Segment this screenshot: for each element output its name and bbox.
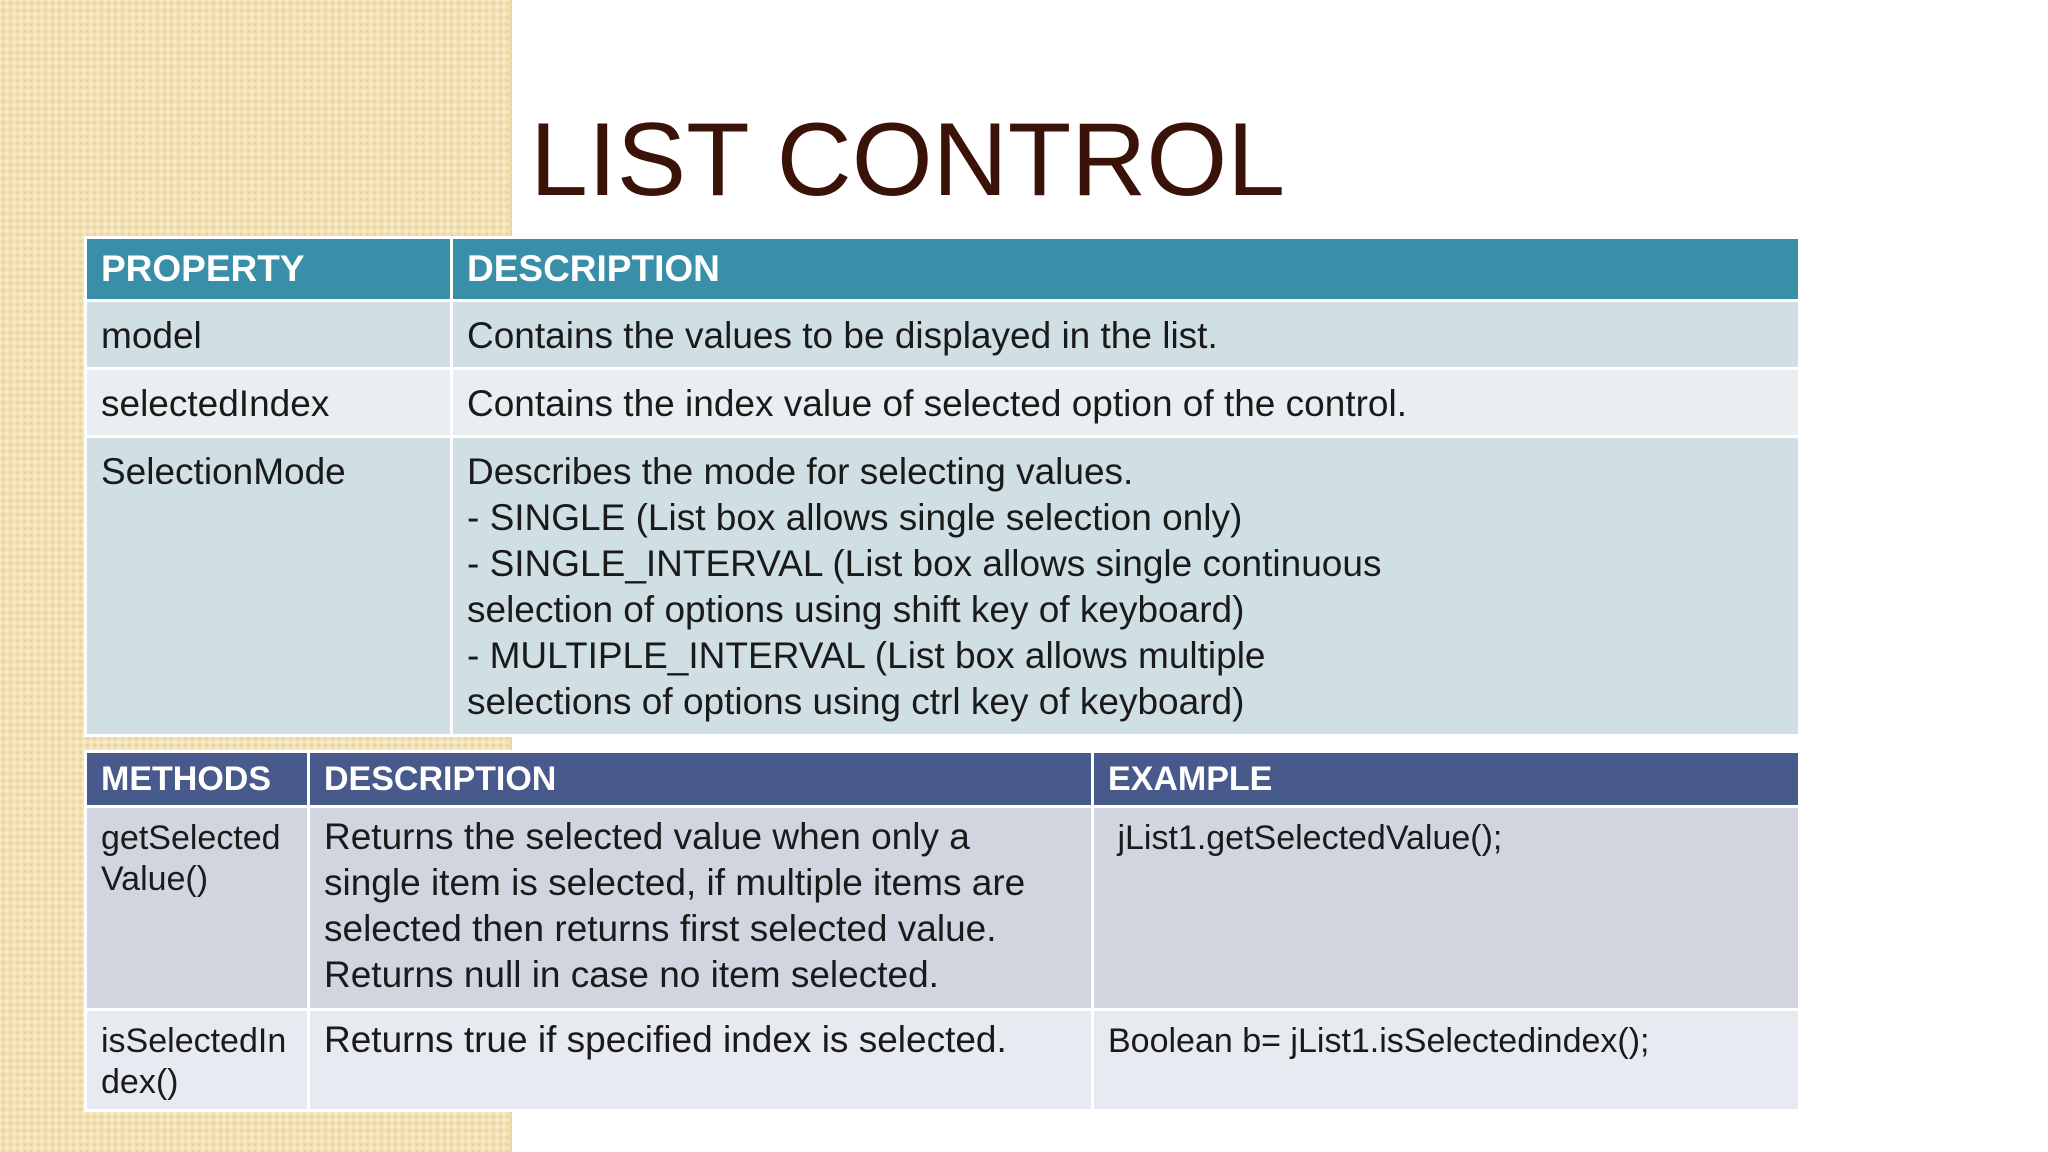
table-row (86, 301, 1800, 369)
table-row (86, 1010, 1800, 1111)
method-description-cell (309, 807, 1093, 1010)
example-column-header: EXAMPLE (1093, 752, 1800, 807)
property-description: Contains the values to be displayed in the list. (452, 301, 1800, 369)
method-example-cell (1093, 807, 1800, 1010)
property-name: selectedIndex (86, 369, 452, 437)
property-description: Describes the mode for selecting values. - SINGLE (List box allows single selection only) - SINGLE_INTERVAL (List box allows single continuous selection of options using shift key of keyboard) - MULTIPLE_INTERVAL (List box allows multiple selections of options using ctrl key of keyboard) (467, 451, 1382, 722)
method-name: isSelectedIn dex() (101, 1022, 287, 1101)
method-name-cell (86, 1010, 309, 1111)
property-table (84, 236, 1801, 737)
description-column-header: DESCRIPTION (452, 238, 1800, 301)
method-example: jList1.getSelectedValue(); (1108, 819, 1503, 857)
methods-column-header: METHODS (86, 752, 309, 807)
method-example: Boolean b= jList1.isSelectedindex(); (1108, 1022, 1650, 1060)
property-column-header: PROPERTY (86, 238, 452, 301)
methods-table (84, 750, 1801, 1112)
table-row (86, 369, 1800, 437)
method-description-cell (309, 1010, 1093, 1111)
method-description: Returns the selected value when only a single item is selected, if multiple items are selected then returns first selected value. Returns null in case no item selected. (324, 816, 1026, 995)
slide-title: LIST CONTROL (530, 102, 1286, 218)
property-description: Contains the index value of selected option of the control. (452, 369, 1800, 437)
table-row (86, 437, 1800, 736)
method-name-cell (86, 807, 309, 1010)
table-row (86, 807, 1800, 1010)
method-example-cell (1093, 1010, 1800, 1111)
property-description-cell (452, 437, 1800, 736)
methods-table-header-row (86, 752, 1800, 807)
property-name: SelectionMode (86, 437, 452, 736)
property-table-header-row (86, 238, 1800, 301)
property-name: model (86, 301, 452, 369)
method-name: getSelected Value() (101, 819, 281, 898)
description-column-header: DESCRIPTION (309, 752, 1093, 807)
method-description: Returns true if specified index is selected. (324, 1019, 1007, 1060)
